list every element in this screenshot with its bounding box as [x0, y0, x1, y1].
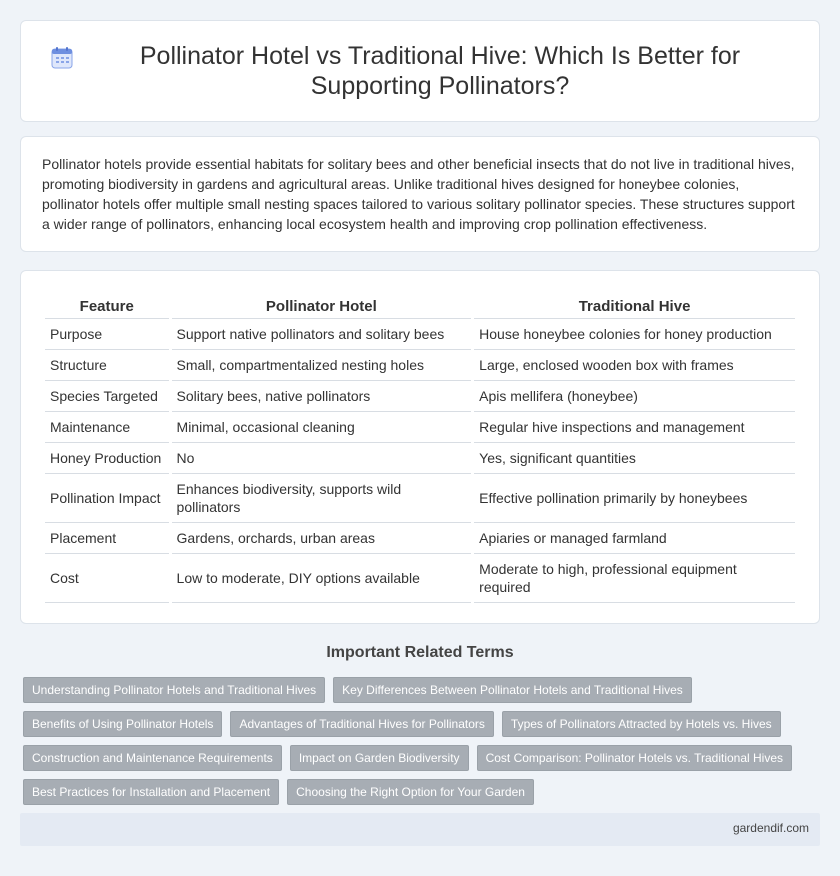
table-cell-hive: Yes, significant quantities: [474, 443, 795, 474]
related-term-tag[interactable]: Advantages of Traditional Hives for Pollinators: [230, 711, 493, 737]
table-cell-hotel: Small, compartmentalized nesting holes: [172, 350, 472, 381]
table-cell-feature: Pollination Impact: [45, 474, 169, 523]
related-terms-title: Important Related Terms: [326, 644, 514, 661]
related-term-tag[interactable]: Construction and Maintenance Requirements: [23, 745, 282, 771]
table-cell-hive: Moderate to high, professional equipment required: [474, 554, 795, 603]
table-cell-feature: Cost: [45, 554, 169, 603]
intro-card: [20, 136, 820, 252]
table-cell-hotel: Minimal, occasional cleaning: [172, 412, 472, 443]
table-header-row: [45, 295, 795, 319]
related-term-tag[interactable]: Types of Pollinators Attracted by Hotels vs. Hives: [502, 711, 781, 737]
table-cell-feature: Structure: [45, 350, 169, 381]
related-term-tag[interactable]: Impact on Garden Biodiversity: [290, 745, 469, 771]
table-cell-feature: Maintenance: [45, 412, 169, 443]
related-term-tag[interactable]: Cost Comparison: Pollinator Hotels vs. Traditional Hives: [477, 745, 792, 771]
table-cell-feature: Purpose: [45, 319, 169, 350]
related-terms-list: [23, 677, 803, 805]
comparison-table: [42, 295, 798, 603]
page-title: Pollinator Hotel vs Traditional Hive: Which Is Better for Supporting Pollinators?: [139, 42, 741, 100]
table-row: [45, 523, 795, 554]
table-cell-hive: Apis mellifera (honeybee): [474, 381, 795, 412]
table-cell-hive: Effective pollination primarily by honeybees: [474, 474, 795, 523]
related-term-tag[interactable]: Key Differences Between Pollinator Hotels and Traditional Hives: [333, 677, 692, 703]
table-cell-hive: Large, enclosed wooden box with frames: [474, 350, 795, 381]
table-cell-hotel: Enhances biodiversity, supports wild pollinators: [172, 474, 472, 523]
table-cell-hotel: Gardens, orchards, urban areas: [172, 523, 472, 554]
table-row: [45, 443, 795, 474]
table-cell-hive: House honeybee colonies for honey production: [474, 319, 795, 350]
table-cell-feature: Species Targeted: [45, 381, 169, 412]
table-row: [45, 474, 795, 523]
column-header-feature: Feature: [45, 295, 169, 319]
table-cell-hotel: Low to moderate, DIY options available: [172, 554, 472, 603]
related-term-tag[interactable]: Choosing the Right Option for Your Garden: [287, 779, 534, 805]
related-term-tag[interactable]: Benefits of Using Pollinator Hotels: [23, 711, 222, 737]
table-cell-feature: Honey Production: [45, 443, 169, 474]
table-cell-feature: Placement: [45, 523, 169, 554]
table-cell-hotel: No: [172, 443, 472, 474]
table-cell-hotel: Support native pollinators and solitary bees: [172, 319, 472, 350]
table-row: [45, 554, 795, 603]
table-cell-hive: Apiaries or managed farmland: [474, 523, 795, 554]
table-row: [45, 412, 795, 443]
column-header-traditional-hive: Traditional Hive: [474, 295, 795, 319]
related-term-tag[interactable]: Understanding Pollinator Hotels and Traditional Hives: [23, 677, 325, 703]
table-row: [45, 381, 795, 412]
related-term-tag[interactable]: Best Practices for Installation and Placement: [23, 779, 279, 805]
intro-paragraph: Pollinator hotels provide essential habitats for solitary bees and other beneficial insects that do not live in traditional hives, promoting biodiversity in gardens and agricultural areas. Unlike traditional hives designed for honeybee colonies, pollinator hotels offer multiple small nesting spaces tailored to various solitary pollinator species. These structures support a wider range of pollinators, enhancing local ecosystem health and improving crop pollination effectiveness.: [42, 156, 795, 232]
table-cell-hotel: Solitary bees, native pollinators: [172, 381, 472, 412]
table-row: [45, 350, 795, 381]
footer-site-link[interactable]: gardendif.com: [732, 821, 809, 835]
footer-bar: [20, 813, 820, 846]
comparison-table-card: [20, 270, 820, 624]
table-row: [45, 319, 795, 350]
column-header-pollinator-hotel: Pollinator Hotel: [172, 295, 472, 319]
header-card: [20, 20, 820, 122]
table-cell-hive: Regular hive inspections and management: [474, 412, 795, 443]
